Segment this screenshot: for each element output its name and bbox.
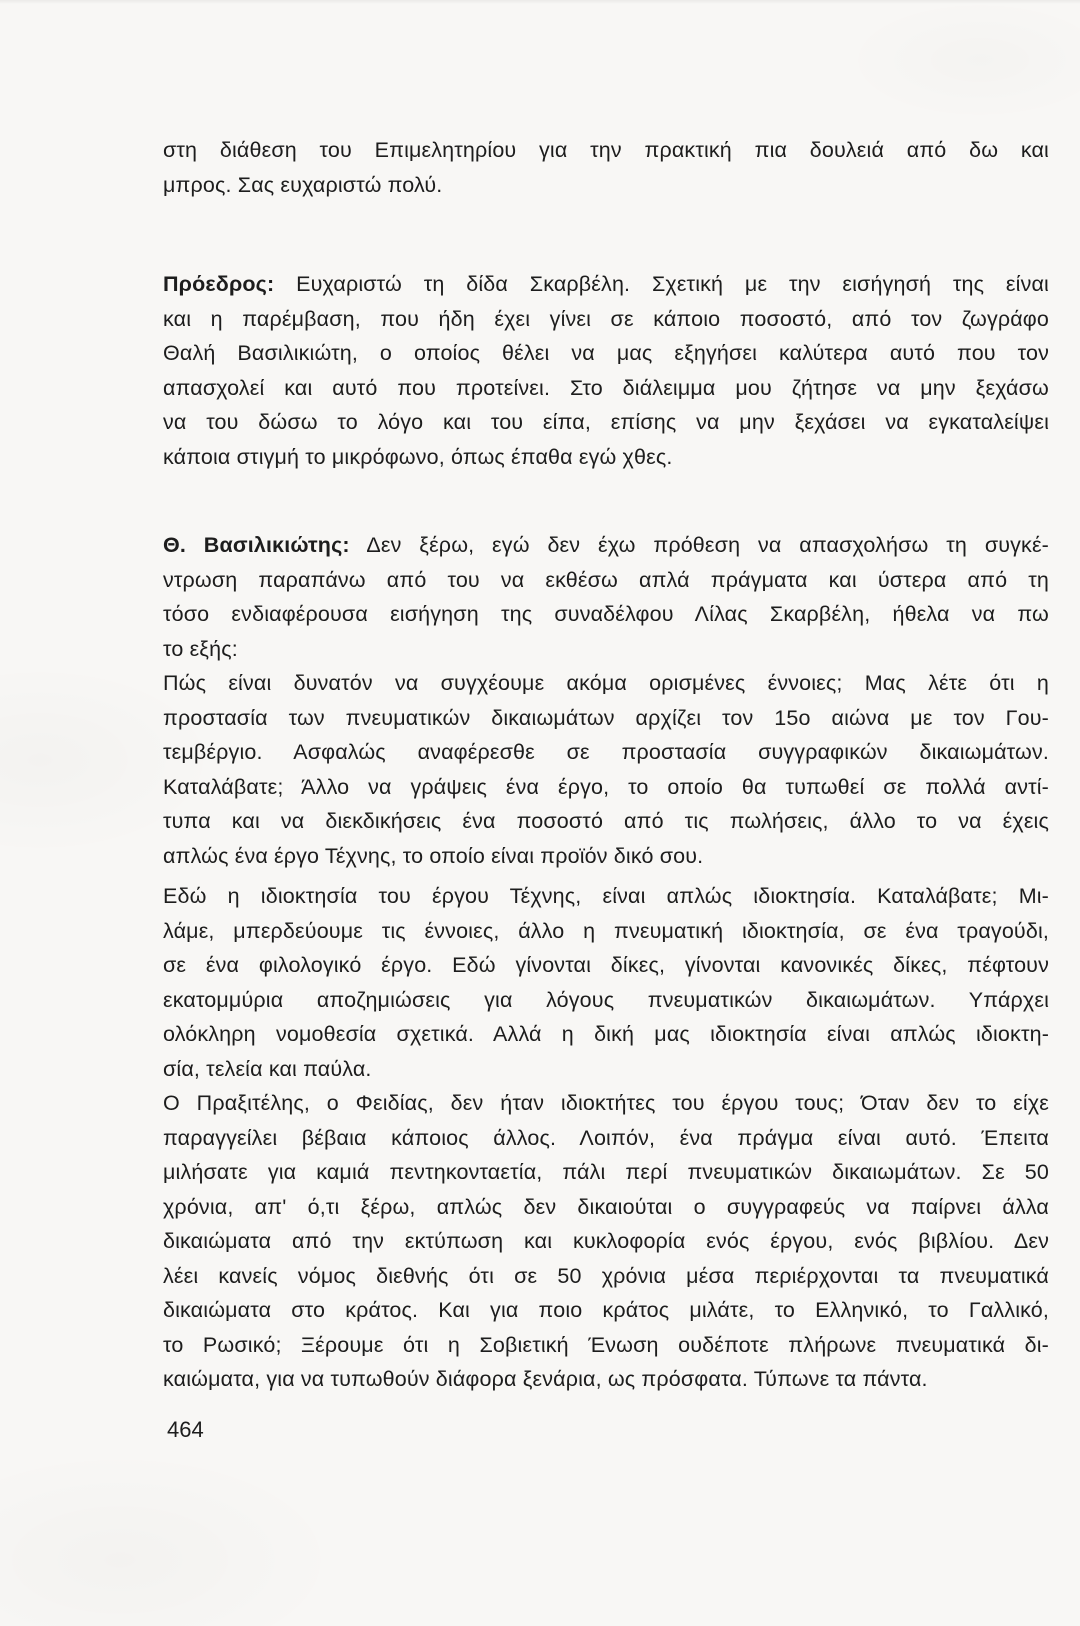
page-number: 464 (167, 1417, 204, 1442)
text-line: παραγγείλει βέβαια κάποιος άλλος. Λοιπόν, ένα πράγμα είναι αυτό. Έπειτα (163, 1125, 1049, 1150)
text-line: σε ένα φιλολογικό έργο. Εδώ γίνονται δίκες, γίνονται κανονικές δίκες, πέφτουν (163, 953, 1049, 977)
text-line: χρόνια, απ' ό,τι ξέρω, απλώς δεν δικαιούται ο συγγραφεύς να παίρνει άλλα (163, 1194, 1049, 1219)
text-line: Θ. Βασιλικιώτης: Δεν ξέρω, εγώ δεν έχω πρόθεση να απασχολήσω τη συγκέ- (163, 533, 1049, 557)
speaker-label: Θ. Βασιλικιώτης: (163, 533, 350, 557)
text-line: απασχολεί και αυτό που προτείνει. Στο διάλειμμα μου ζήτησε να μην ξεχάσω (163, 375, 1049, 400)
text-line: τυπα και να διεκδικήσεις ένα ποσοστό από τις πωλήσεις, άλλο το να έχεις (163, 809, 1049, 833)
text-line: Πώς είναι δυνατόν να συγχέουμε ακόμα ορισμένες έννοιες; Μας λέτε ότι η (163, 671, 1049, 695)
text-line: κάποια στιγμή το μικρόφωνο, όπως έπαθα εγώ χθες. (163, 444, 673, 469)
paragraph-speech-vasilikiotis-intro (163, 528, 1049, 666)
paragraph-speech-vasilikiotis-praxiteles (163, 1086, 1049, 1397)
text-line: και η παρέμβαση, που ήδη έχει γίνει σε κάποιο ποσοστό, από τον ζωγράφο (163, 306, 1049, 331)
text-line: λάμε, μπερδεύουμε τις έννοιες, άλλο η πνευματική ιδιοκτησία, σε ένα τραγούδι, (163, 918, 1049, 943)
text-line: το Ρωσικό; Ξέρουμε ότι η Σοβιετική Ένωση ουδέποτε πλήρωνε πνευματικά δι- (163, 1332, 1049, 1357)
text-line: Καταλάβατε; Άλλο να γράψεις ένα έργο, το οποίο θα τυπωθεί σε πολλά αντί- (163, 774, 1049, 799)
text-line: μπρος. Σας ευχαριστώ πολύ. (163, 172, 443, 197)
text-line: σία, τελεία και παύλα. (163, 1056, 372, 1081)
paragraph-continuation-from-previous-page (163, 133, 1049, 202)
text-line: να του δώσω το λόγο και του είπα, επίσης να μην ξεχάσει να εγκαταλείψει (163, 410, 1049, 434)
text-line: δικαιώματα στο κράτος. Και για ποιο κράτος μιλάτε, το Ελληνικό, το Γαλλικό, (163, 1298, 1049, 1322)
text-line: ντρωση παραπάνω από του να εκθέσω απλά πράγματα και ύστερα από τη (163, 567, 1049, 592)
text-line: απλώς ένα έργο Τέχνης, το οποίο είναι προϊόν δικό σου. (163, 843, 704, 868)
text-line: λέει κανείς νόμος διεθνής ότι σε 50 χρόνια μέσα περιέρχονται τα πνευματικά (163, 1263, 1049, 1288)
text-line: τεμβέργιο. Ασφαλώς αναφέρεσθε σε προστασία συγγραφικών δικαιωμάτων. (163, 740, 1049, 764)
page-text (163, 133, 1049, 1397)
text-line: μιλήσατε για καμιά πεντηκονταετία, πάλι περί πνευματικών δικαιωμάτων. Σε 50 (163, 1160, 1049, 1184)
text-line: Πρόεδρος: Ευχαριστώ τη δίδα Σκαρβέλη. Σχετική με την εισήγησή της είναι (163, 272, 1049, 296)
text-line: Ο Πραξιτέλης, ο Φειδίας, δεν ήταν ιδιοκτήτες του έργου τους; Όταν δεν το είχε (163, 1091, 1049, 1115)
text-line: τόσο ενδιαφέρουσα εισήγηση της συναδέλφου Λίλας Σκαρβέλη, ήθελα να πω (163, 602, 1049, 626)
text-line: δικαιώματα από την εκτύπωση και κυκλοφορία ενός έργου, ενός βιβλίου. Δεν (163, 1229, 1049, 1253)
text-line: Θαλή Βασιλικιώτη, ο οποίος θέλει να μας εξηγήσει καλύτερα αυτό που τον (163, 341, 1049, 365)
paragraph-speech-proedros (163, 267, 1049, 474)
text-line: καιώματα, για να τυπωθούν διάφορα ξενάρια, ως πρόσφατα. Τύπωνε τα πάντα. (163, 1367, 928, 1391)
paragraph-speech-vasilikiotis-gutenberg (163, 666, 1049, 873)
text-line: Εδώ η ιδιοκτησία του έργου Τέχνης, είναι απλώς ιδιοκτησία. Καταλάβατε; Μι- (163, 884, 1049, 908)
text-line: στη διάθεση του Επιμελητηρίου για την πρακτική πια δουλειά από δω και (163, 138, 1049, 162)
text-line: το εξής: (163, 636, 238, 661)
text-line: εκατομμύρια αποζημιώσεις για λόγους πνευματικών δικαιωμάτων. Υπάρχει (163, 987, 1049, 1012)
text-line: ολόκληρη νομοθεσία σχετικά. Αλλά η δική μας ιδιοκτησία είναι απλώς ιδιοκτη- (163, 1022, 1049, 1046)
paragraph-speech-vasilikiotis-property (163, 879, 1049, 1086)
speaker-label: Πρόεδρος: (163, 272, 275, 296)
text-line: προστασία των πνευματικών δικαιωμάτων αρχίζει τον 15ο αιώνα με τον Γου- (163, 705, 1049, 730)
